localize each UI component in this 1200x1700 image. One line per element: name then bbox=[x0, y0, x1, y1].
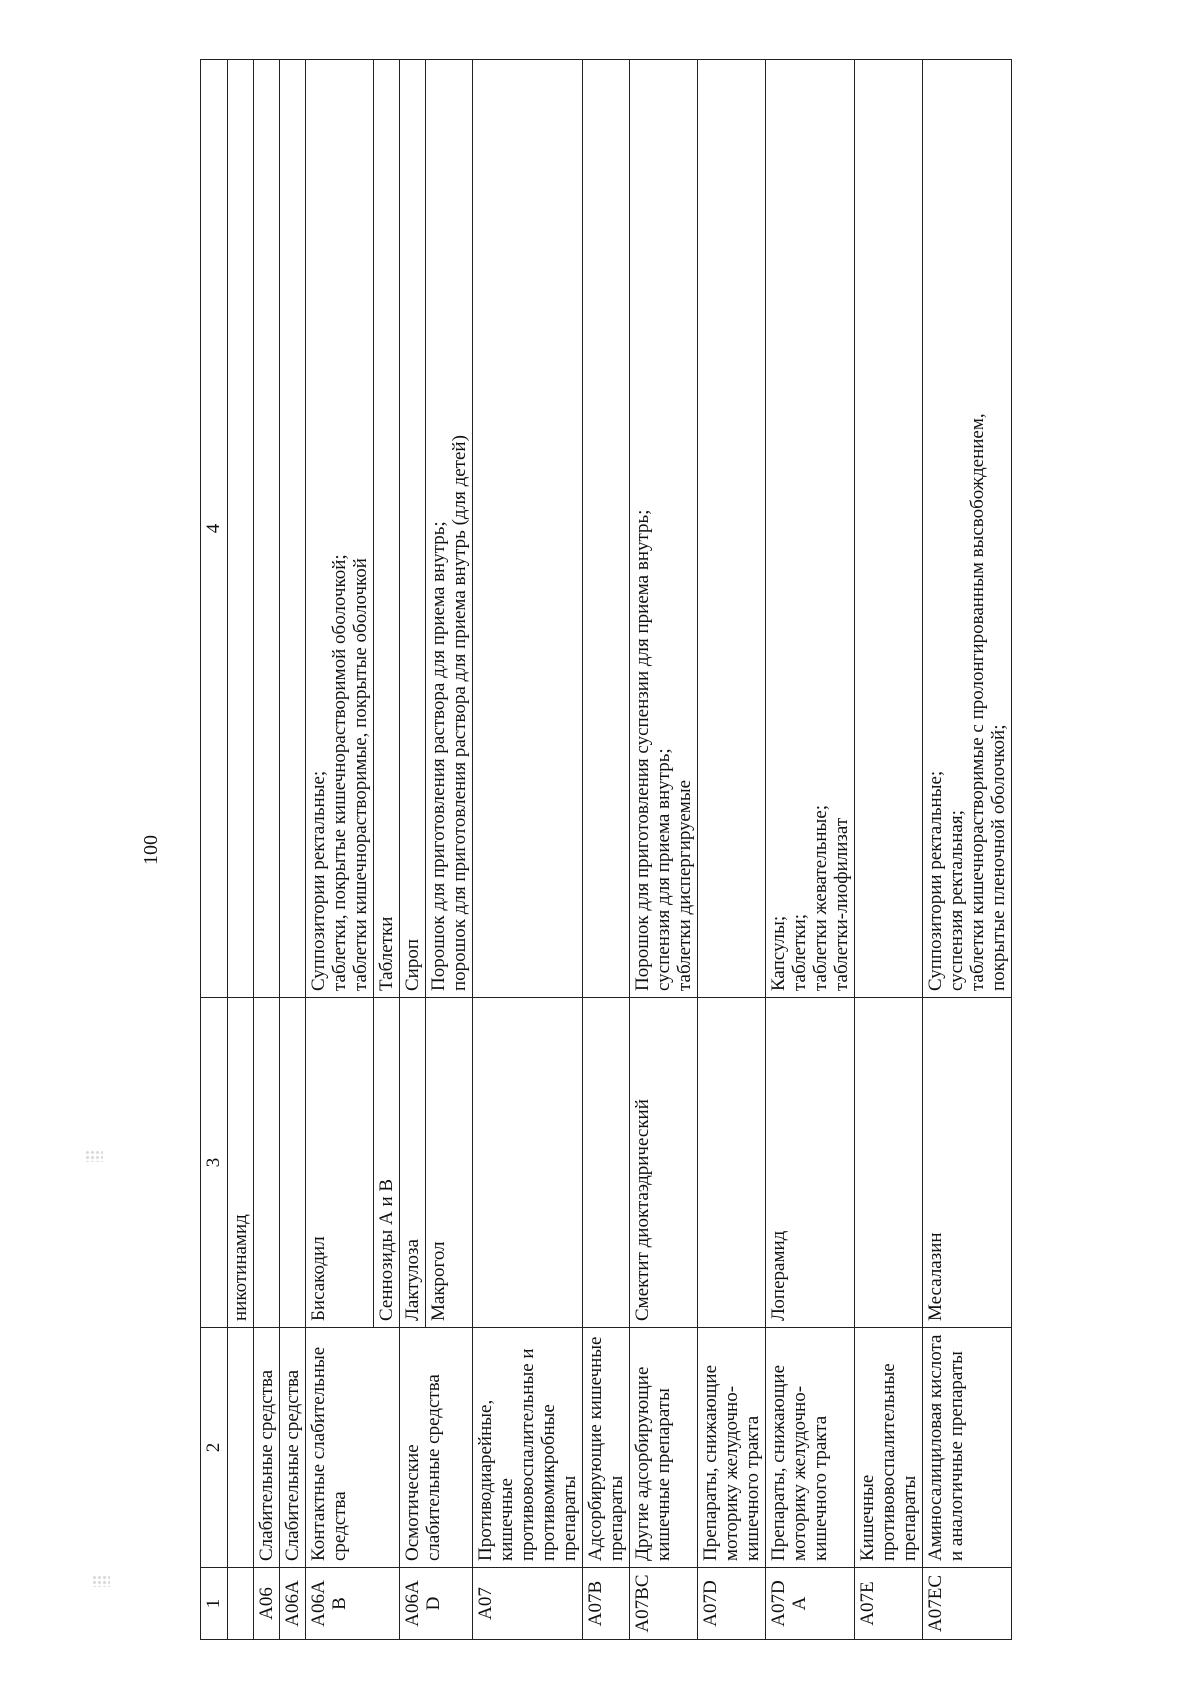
drug-name-cell: Сеннозиды А и В bbox=[374, 998, 400, 1328]
drug-name-cell: Макрогол bbox=[426, 998, 473, 1328]
dosage-form-line: таблетки, покрытые кишечнорастворимой оболочкой; bbox=[329, 554, 350, 991]
drug-name-cell bbox=[698, 998, 766, 1328]
drug-name-cell bbox=[280, 998, 306, 1328]
dosage-form-line: таблетки-лиофилизат bbox=[831, 817, 852, 991]
table-row bbox=[923, 60, 1012, 1640]
table-row bbox=[306, 60, 374, 1640]
drug-name-cell bbox=[583, 998, 630, 1328]
dosage-form-cell bbox=[766, 60, 855, 998]
dosage-form-line: таблетки кишечнорастворимые с пролонгированным высвобождением, bbox=[967, 413, 988, 991]
drug-name-cell bbox=[855, 998, 923, 1328]
group-cell: Адсорбирующие кишечные препараты bbox=[583, 1328, 630, 1568]
group-cell: Слабительные средства bbox=[254, 1328, 280, 1568]
table-row bbox=[473, 60, 583, 1640]
drug-name-cell bbox=[473, 998, 583, 1328]
dosage-form-cell bbox=[923, 60, 1012, 998]
atc-code-cell: A07B bbox=[583, 1568, 630, 1640]
drug-name-cell: Смектит диоктаэдрический bbox=[630, 998, 698, 1328]
group-cell: Контактные слабительные средства bbox=[306, 1328, 400, 1568]
atc-code-cell: A07DA bbox=[766, 1568, 855, 1640]
table-row bbox=[228, 60, 254, 1640]
atc-code-cell: A07BC bbox=[630, 1568, 698, 1640]
atc-code-cell: A07D bbox=[698, 1568, 766, 1640]
dosage-form-cell bbox=[374, 60, 400, 998]
atc-code-cell: A06AB bbox=[306, 1568, 400, 1640]
table-row bbox=[583, 60, 630, 1640]
atc-code-cell: A06A bbox=[280, 1568, 306, 1640]
dosage-form-line: Сироп bbox=[402, 938, 423, 991]
dosage-form-line: порошок для приготовления раствора для приема внутрь (для детей) bbox=[449, 435, 470, 991]
table-row bbox=[698, 60, 766, 1640]
atc-code-cell: A07EC bbox=[923, 1568, 1012, 1640]
drug-name-cell: Лактулоза bbox=[400, 998, 426, 1328]
group-cell: Кишечные противовоспалительные препараты bbox=[855, 1328, 923, 1568]
dosage-form-cell bbox=[855, 60, 923, 998]
page-number: 100 bbox=[140, 835, 162, 865]
atc-code-cell bbox=[228, 1568, 254, 1640]
table-row bbox=[630, 60, 698, 1640]
drug-list-table bbox=[200, 59, 1012, 1640]
group-cell: Препараты, снижающие моторику желудочно-кишечного тракта bbox=[698, 1328, 766, 1568]
column-number: 2 bbox=[201, 1328, 228, 1568]
group-cell bbox=[228, 1328, 254, 1568]
atc-code-cell: A06AD bbox=[400, 1568, 473, 1640]
dosage-form-cell bbox=[254, 60, 280, 998]
dosage-form-line: суспензия для приема внутрь; bbox=[653, 748, 674, 991]
table-row bbox=[280, 60, 306, 1640]
dosage-form-cell bbox=[583, 60, 630, 998]
group-cell: Препараты, снижающие моторику желудочно-кишечного тракта bbox=[766, 1328, 855, 1568]
dosage-form-line: Суппозитории ректальные; bbox=[308, 770, 329, 991]
rotated-page bbox=[140, 60, 1200, 1640]
table-row bbox=[254, 60, 280, 1640]
dosage-form-cell bbox=[228, 60, 254, 998]
column-number: 3 bbox=[201, 998, 228, 1328]
drug-name-cell bbox=[254, 998, 280, 1328]
column-number-row bbox=[201, 60, 228, 1640]
dosage-form-line: суспензия ректальная; bbox=[946, 810, 967, 991]
group-cell: Другие адсорбирующие кишечные препараты bbox=[630, 1328, 698, 1568]
table-row bbox=[400, 60, 426, 1640]
group-cell: Противодиарейные, кишечные противовоспалительные и противомикробные препараты bbox=[473, 1328, 583, 1568]
dosage-form-cell bbox=[698, 60, 766, 998]
drug-name-cell: Лоперамид bbox=[766, 998, 855, 1328]
dosage-form-cell bbox=[473, 60, 583, 998]
dosage-form-line: таблетки жевательные; bbox=[810, 804, 831, 991]
dosage-form-line: Порошок для приготовления суспензии для приема внутрь; bbox=[632, 509, 653, 991]
atc-code-cell: A06 bbox=[254, 1568, 280, 1640]
atc-code-cell: A07 bbox=[473, 1568, 583, 1640]
dosage-form-cell bbox=[280, 60, 306, 998]
scan-noise-mark bbox=[92, 1575, 110, 1587]
scan-noise-mark bbox=[85, 1150, 103, 1162]
dosage-form-line: таблетки диспергируемые bbox=[674, 779, 695, 991]
column-number: 1 bbox=[201, 1568, 228, 1640]
dosage-form-line: Суппозитории ректальные; bbox=[925, 770, 946, 991]
group-cell: Аминосалициловая кислота и аналогичные препараты bbox=[923, 1328, 1012, 1568]
drug-name-cell: Бисакодил bbox=[306, 998, 374, 1328]
dosage-form-line: таблетки; bbox=[789, 913, 810, 991]
atc-code-cell: A07E bbox=[855, 1568, 923, 1640]
group-cell: Слабительные средства bbox=[280, 1328, 306, 1568]
dosage-form-cell bbox=[400, 60, 426, 998]
dosage-form-line: покрытые пленочной оболочкой; bbox=[988, 724, 1009, 991]
dosage-form-cell bbox=[426, 60, 473, 998]
column-number: 4 bbox=[201, 60, 228, 998]
dosage-form-cell bbox=[306, 60, 374, 998]
table-row bbox=[855, 60, 923, 1640]
dosage-form-cell bbox=[630, 60, 698, 998]
dosage-form-line: Таблетки bbox=[376, 916, 397, 991]
drug-name-cell: никотинамид bbox=[228, 998, 254, 1328]
group-cell: Осмотические слабительные средства bbox=[400, 1328, 473, 1568]
dosage-form-line: Порошок для приготовления раствора для приема внутрь; bbox=[428, 521, 449, 991]
dosage-form-line: Капсулы; bbox=[768, 915, 789, 991]
dosage-form-line: таблетки кишечнорастворимые, покрытые оболочкой bbox=[350, 558, 371, 991]
table-row bbox=[766, 60, 855, 1640]
drug-name-cell: Месалазин bbox=[923, 998, 1012, 1328]
